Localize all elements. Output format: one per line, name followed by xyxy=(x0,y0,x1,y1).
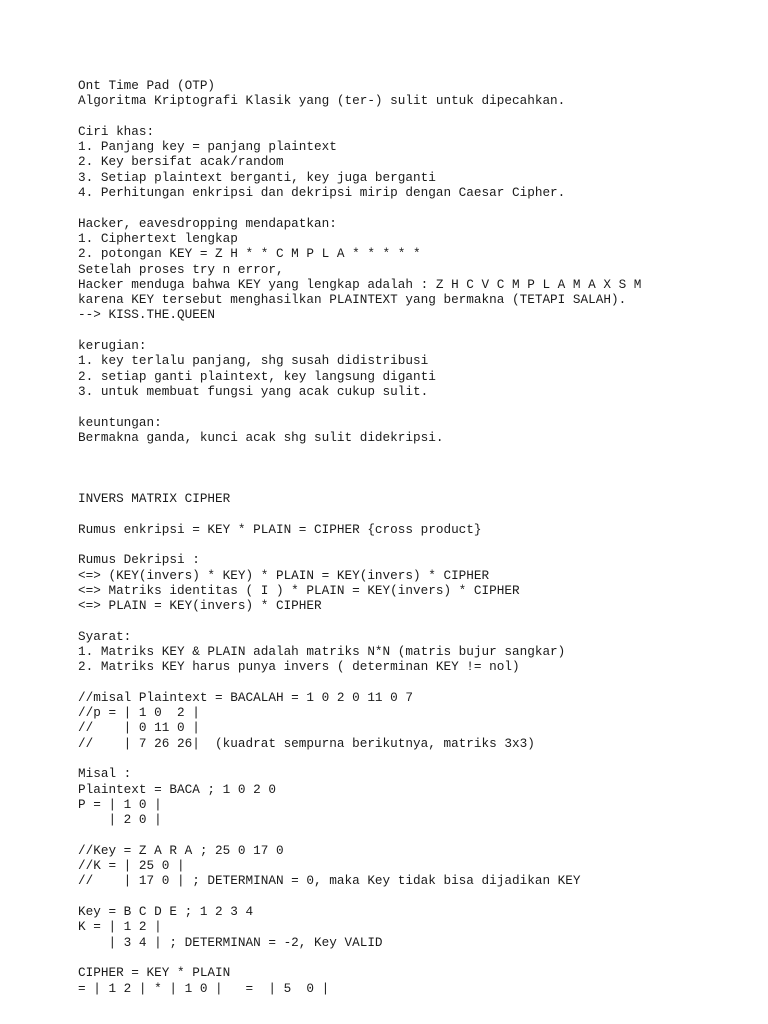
text-line xyxy=(78,200,641,215)
text-line: Rumus Dekripsi : xyxy=(78,552,200,568)
text-line: Plaintext = BACA ; 1 0 2 0 xyxy=(78,781,276,797)
text-line: 1. Matriks KEY & PLAIN adalah matriks N*N (matris bujur sangkar) xyxy=(78,643,566,659)
text-line: karena KEY tersebut menghasilkan PLAINTEXT yang bermakna (TETAPI SALAH). xyxy=(78,292,627,308)
text-line: // | 0 11 0 | xyxy=(78,720,200,736)
text-line: Rumus enkripsi = KEY * PLAIN = CIPHER {cross product} xyxy=(78,521,482,537)
text-line xyxy=(78,323,641,338)
text-line: Hacker, eavesdropping mendapatkan: xyxy=(78,215,337,231)
text-line: 3. untuk membuat fungsi yang acak cukup sulit. xyxy=(78,383,429,399)
text-line: <=> PLAIN = KEY(invers) * CIPHER xyxy=(78,598,322,614)
text-line: <=> Matriks identitas ( I ) * PLAIN = KEY(invers) * CIPHER xyxy=(78,582,520,598)
text-line: Setelah proses try n error, xyxy=(78,261,284,277)
text-line xyxy=(78,613,641,628)
text-line: | 3 4 | ; DETERMINAN = -2, Key VALID xyxy=(78,934,383,950)
text-line: Key = B C D E ; 1 2 3 4 xyxy=(78,904,254,920)
text-line xyxy=(78,460,641,475)
text-line: K = | 1 2 | xyxy=(78,919,162,935)
text-line: keuntungan: xyxy=(78,414,162,430)
text-line: // | 17 0 | ; DETERMINAN = 0, maka Key tidak bisa dijadikan KEY xyxy=(78,873,581,889)
text-line: 1. Panjang key = panjang plaintext xyxy=(78,139,337,155)
text-line: Misal : xyxy=(78,766,132,782)
text-line xyxy=(78,109,641,124)
text-line xyxy=(78,950,641,965)
text-line: //K = | 25 0 | xyxy=(78,858,185,874)
text-line xyxy=(78,828,641,843)
text-line: INVERS MATRIX CIPHER xyxy=(78,491,231,507)
text-line: Bermakna ganda, kunci acak shg sulit didekripsi. xyxy=(78,429,444,445)
text-line: 1. Ciphertext lengkap xyxy=(78,230,238,246)
text-line: <=> (KEY(invers) * KEY) * PLAIN = KEY(invers) * CIPHER xyxy=(78,567,490,583)
text-line: --> KISS.THE.QUEEN xyxy=(78,307,216,323)
text-line: 2. Matriks KEY harus punya invers ( determinan KEY != nol) xyxy=(78,659,520,675)
text-line: 2. Key bersifat acak/random xyxy=(78,154,284,170)
text-line: //misal Plaintext = BACALAH = 1 0 2 0 11 0 7 xyxy=(78,689,414,705)
document-text xyxy=(78,78,641,996)
text-line xyxy=(78,476,641,491)
text-line xyxy=(78,537,641,552)
text-line xyxy=(78,751,641,766)
text-line xyxy=(78,445,641,460)
text-line: | 2 0 | xyxy=(78,812,162,828)
text-line: 4. Perhitungan enkripsi dan dekripsi mirip dengan Caesar Cipher. xyxy=(78,185,566,201)
text-line: CIPHER = KEY * PLAIN xyxy=(78,965,231,981)
text-line: 2. setiap ganti plaintext, key langsung diganti xyxy=(78,368,436,384)
text-line: Ciri khas: xyxy=(78,123,155,139)
text-line: 1. key terlalu panjang, shg susah didistribusi xyxy=(78,353,429,369)
text-line xyxy=(78,506,641,521)
text-line: //p = | 1 0 2 | xyxy=(78,705,200,721)
text-line: Ont Time Pad (OTP) xyxy=(78,78,216,93)
text-line: Algoritma Kriptografi Klasik yang (ter-) sulit untuk dipecahkan. xyxy=(78,93,566,109)
text-line: //Key = Z A R A ; 25 0 17 0 xyxy=(78,842,284,858)
text-line xyxy=(78,889,641,904)
text-line: = | 1 2 | * | 1 0 | = | 5 0 | xyxy=(78,980,330,996)
text-line xyxy=(78,399,641,414)
text-line: 3. Setiap plaintext berganti, key juga berganti xyxy=(78,169,436,185)
text-line: Syarat: xyxy=(78,628,132,644)
text-line: P = | 1 0 | xyxy=(78,796,162,812)
text-line: Hacker menduga bahwa KEY yang lengkap adalah : Z H C V C M P L A M A X S M xyxy=(78,276,642,292)
text-line: // | 7 26 26| (kuadrat sempurna berikutnya, matriks 3x3) xyxy=(78,735,535,751)
text-line xyxy=(78,675,641,690)
text-line: 2. potongan KEY = Z H * * C M P L A * * * * * xyxy=(78,246,421,262)
text-line: kerugian: xyxy=(78,338,147,354)
